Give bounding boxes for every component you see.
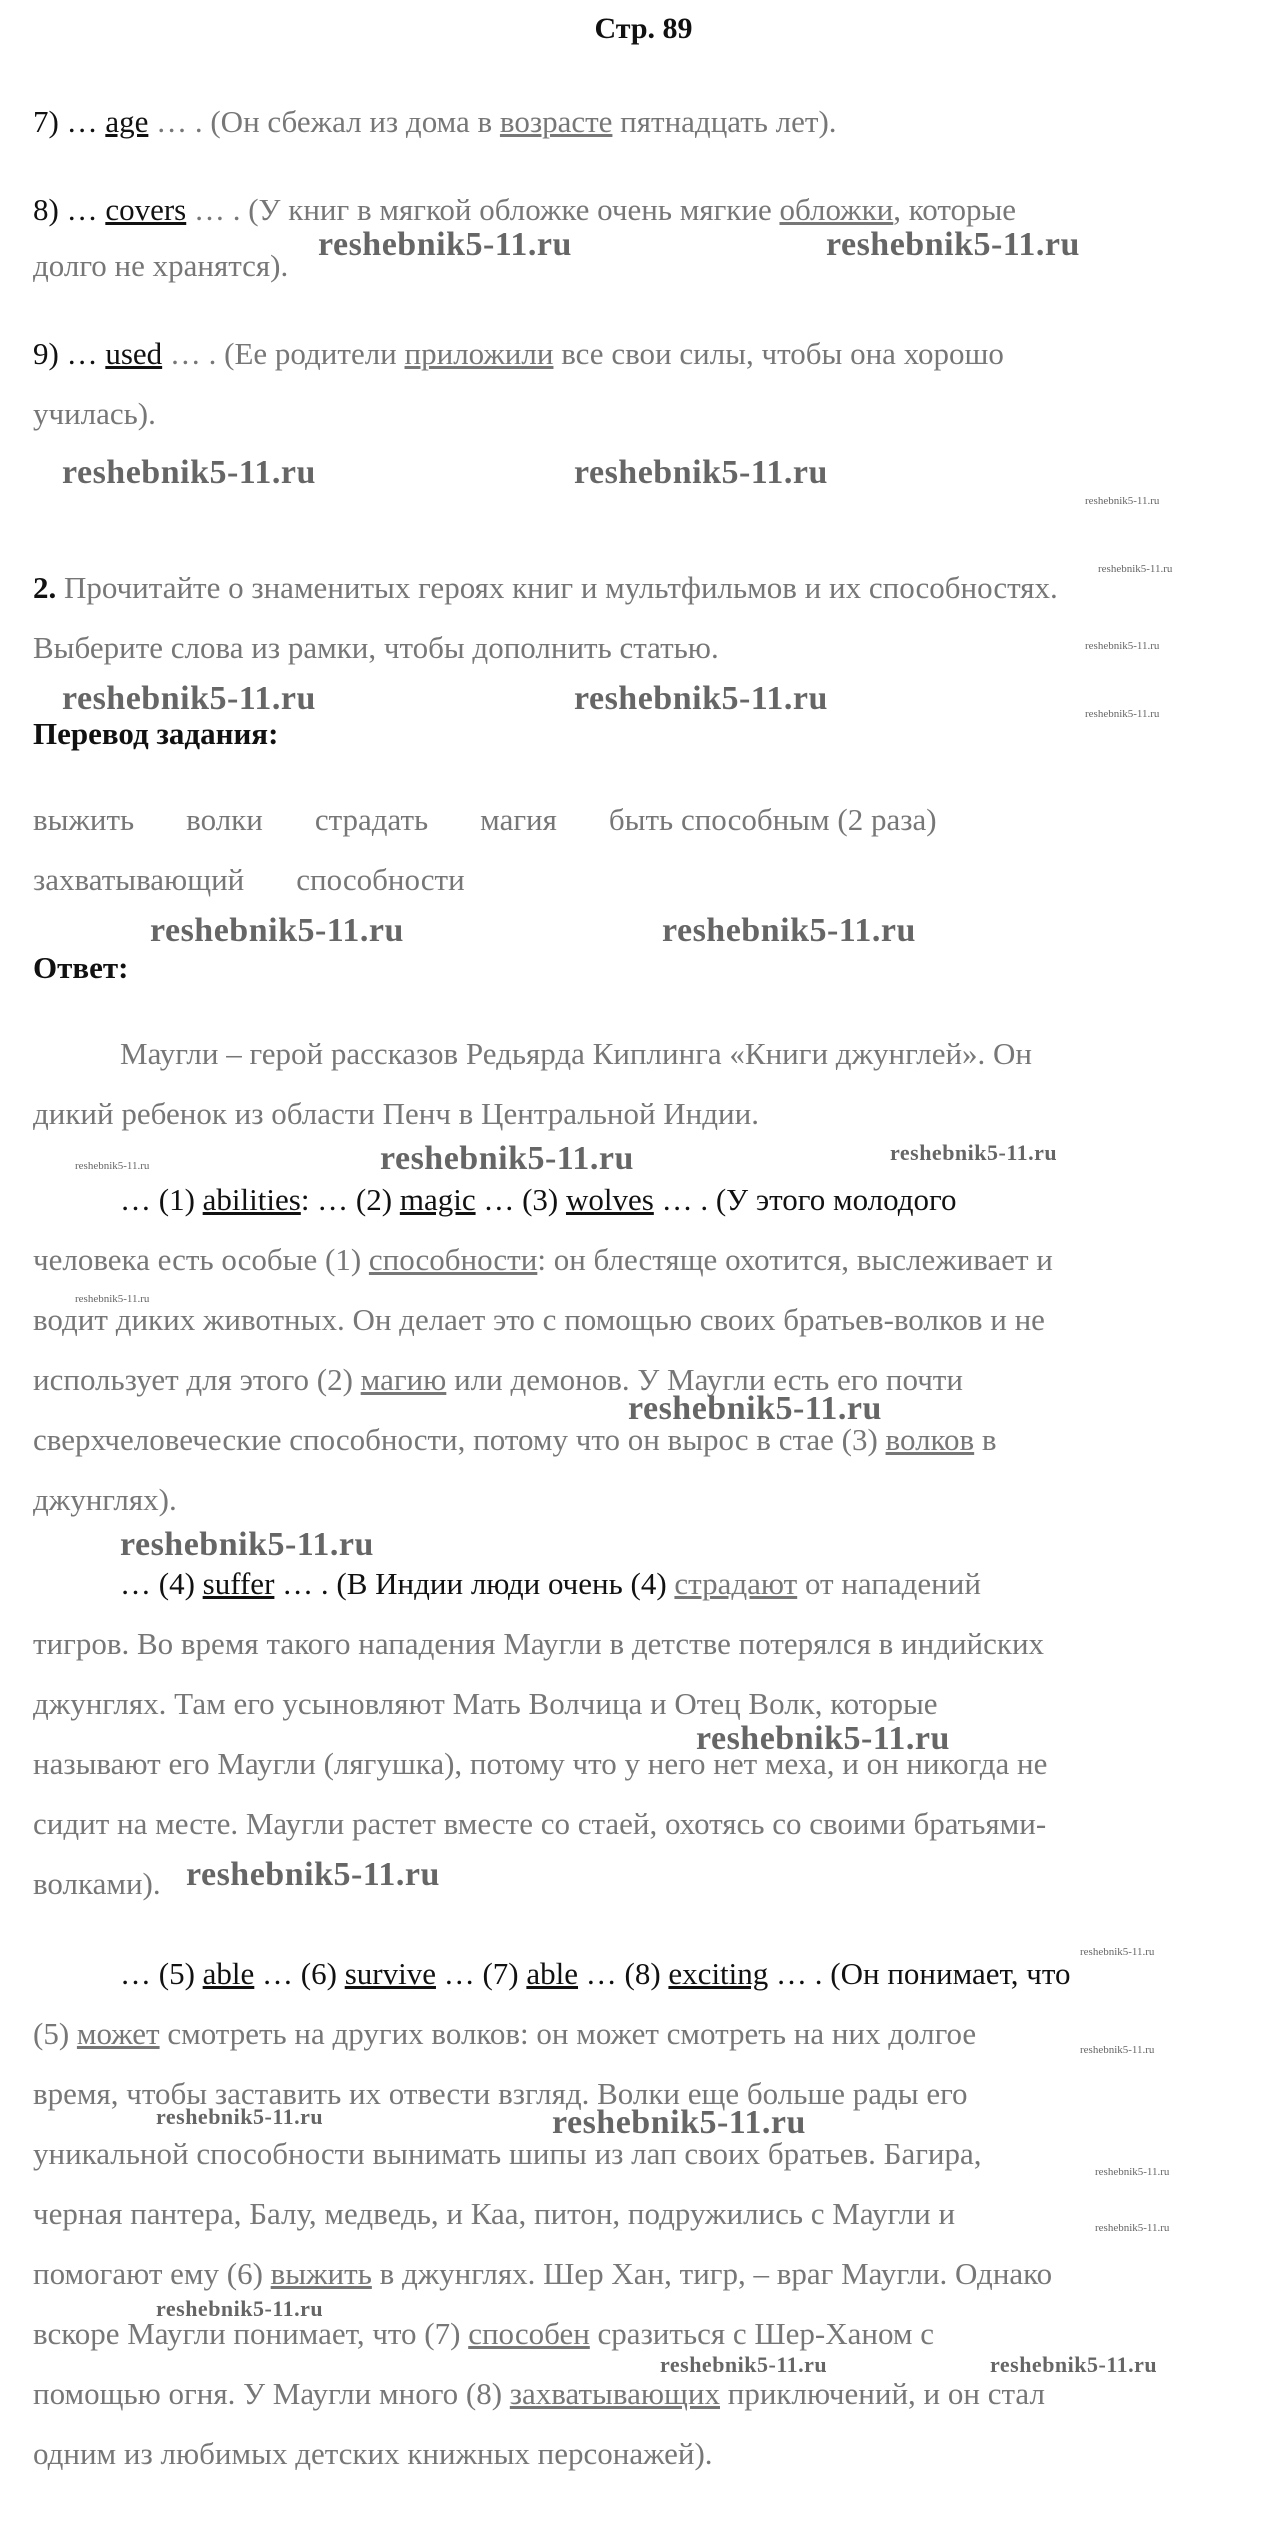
- word-item: страдать: [314, 802, 429, 837]
- word-item: быть способным (2 раза): [608, 802, 937, 837]
- word-box-row-2: [33, 850, 1254, 910]
- item-9: 9) … used … . (Ее родители приложили все свои силы, чтобы она хорошо: [33, 336, 1004, 371]
- p3-line-5: сидит на месте. Маугли растет вместе со стаей, охотясь со своими братьями-: [33, 1806, 1047, 1841]
- p1-line-1: Маугли – герой рассказов Редьярда Киплинга «Книги джунглей». Он: [120, 1036, 1033, 1071]
- word-item: захватывающий: [33, 862, 245, 897]
- p4-line-5: черная пантера, Балу, медведь, и Каа, питон, подружились с Маугли и: [33, 2196, 956, 2231]
- p4-line-1: … (5) able … (6) survive … (7) able … (8) exciting … . (Он понимает, что: [120, 1956, 1071, 1991]
- watermark: reshebnik5-11.ru: [990, 2352, 1158, 2377]
- watermark: reshebnik5-11.ru: [62, 680, 316, 717]
- watermark-small: reshebnik5-11.ru: [1095, 2222, 1170, 2234]
- item-8-continued: долго не хранятся).: [33, 248, 289, 283]
- watermark: reshebnik5-11.ru: [186, 1856, 440, 1893]
- watermark-small: reshebnik5-11.ru: [1080, 2044, 1155, 2056]
- watermark: reshebnik5-11.ru: [574, 680, 828, 717]
- p4-line-2: (5) может смотреть на других волков: он может смотреть на них долгое: [33, 2016, 977, 2051]
- p4-line-8: помощью огня. У Маугли много (8) захватывающих приключений, и он стал: [33, 2376, 1045, 2411]
- translation-heading: Перевод задания:: [33, 716, 279, 751]
- p4-line-4: уникальной способности вынимать шипы из лап своих братьев. Багира,: [33, 2136, 982, 2171]
- item-8: 8) … covers … . (У книг в мягкой обложке очень мягкие обложки, которые: [33, 192, 1017, 227]
- watermark-small: reshebnik5-11.ru: [1085, 640, 1160, 652]
- answer-word: used: [105, 336, 163, 371]
- watermark: reshebnik5-11.ru: [890, 1140, 1058, 1165]
- task-2-line-2: Выберите слова из рамки, чтобы дополнить статью.: [33, 630, 719, 665]
- watermark: reshebnik5-11.ru: [120, 1526, 374, 1563]
- p2-line-6: джунглях).: [33, 1482, 177, 1517]
- p1-line-2: дикий ребенок из области Пенч в Центральной Индии.: [33, 1096, 759, 1131]
- page-title: Стр. 89: [594, 12, 693, 45]
- p4-line-7: вскоре Маугли понимает, что (7) способен сразиться с Шер-Ханом с: [33, 2316, 934, 2351]
- p2-line-5: сверхчеловеческие способности, потому что он вырос в стае (3) волков в: [33, 1422, 997, 1457]
- task-2-line-1: 2. Прочитайте о знаменитых героях книг и мультфильмов и их способностях.: [33, 570, 1058, 605]
- p4-line-3: время, чтобы заставить их отвести взгляд. Волки еще больше рады его: [33, 2076, 968, 2111]
- watermark: reshebnik5-11.ru: [574, 454, 828, 491]
- p4-line-9: одним из любимых детских книжных персонажей).: [33, 2436, 713, 2471]
- watermark: reshebnik5-11.ru: [156, 2296, 324, 2321]
- watermark: reshebnik5-11.ru: [628, 1390, 882, 1427]
- watermark: reshebnik5-11.ru: [552, 2104, 806, 2141]
- watermark-small: reshebnik5-11.ru: [75, 1160, 150, 1172]
- watermark-small: reshebnik5-11.ru: [1085, 708, 1160, 720]
- watermark: reshebnik5-11.ru: [660, 2352, 828, 2377]
- watermark: reshebnik5-11.ru: [156, 2104, 324, 2129]
- watermark: reshebnik5-11.ru: [662, 912, 916, 949]
- word-box-row-1: [33, 790, 1254, 850]
- p3-line-3: джунглях. Там его усыновляют Мать Волчица и Отец Волк, которые: [33, 1686, 938, 1721]
- watermark: reshebnik5-11.ru: [380, 1140, 634, 1177]
- watermark-small: reshebnik5-11.ru: [1098, 563, 1173, 575]
- item-7: 7) … age … . (Он сбежал из дома в возрасте пятнадцать лет).: [33, 104, 837, 139]
- watermark-small: reshebnik5-11.ru: [1095, 2166, 1170, 2178]
- watermark: reshebnik5-11.ru: [62, 454, 316, 491]
- watermark: reshebnik5-11.ru: [826, 226, 1080, 263]
- p3-line-1: … (4) suffer … . (В Индии люди очень (4) страдают от нападений: [120, 1566, 981, 1601]
- watermark-small: reshebnik5-11.ru: [75, 1293, 150, 1305]
- p4-line-6: помогают ему (6) выжить в джунглях. Шер Хан, тигр, – враг Маугли. Однако: [33, 2256, 1053, 2291]
- p2-line-2: человека есть особые (1) способности: он блестяще охотится, выслеживает и: [33, 1242, 1053, 1277]
- word-item: волки: [186, 802, 263, 837]
- answer-word: covers: [105, 192, 187, 227]
- p3-line-4: называют его Маугли (лягушка), потому что у него нет меха, и он никогда не: [33, 1746, 1048, 1781]
- word-item: магия: [480, 802, 557, 837]
- watermark: reshebnik5-11.ru: [696, 1720, 950, 1757]
- watermark: reshebnik5-11.ru: [318, 226, 572, 263]
- p2-line-3: водит диких животных. Он делает это с помощью своих братьев-волков и не: [33, 1302, 1045, 1337]
- item-9-continued: училась).: [33, 396, 156, 431]
- word-item: способности: [296, 862, 465, 897]
- p3-line-6: волками).: [33, 1866, 161, 1901]
- answer-word: age: [105, 104, 149, 139]
- watermark-small: reshebnik5-11.ru: [1080, 1946, 1155, 1958]
- p3-line-2: тигров. Во время такого нападения Маугли в детстве потерялся в индийских: [33, 1626, 1045, 1661]
- watermark-small: reshebnik5-11.ru: [1085, 495, 1160, 507]
- word-item: выжить: [33, 802, 135, 837]
- p2-line-4: использует для этого (2) магию или демонов. У Маугли есть его почти: [33, 1362, 963, 1397]
- p2-line-1: … (1) abilities: … (2) magic … (3) wolves … . (У этого молодого: [120, 1182, 957, 1217]
- watermark: reshebnik5-11.ru: [150, 912, 404, 949]
- answer-heading: Ответ:: [33, 950, 129, 985]
